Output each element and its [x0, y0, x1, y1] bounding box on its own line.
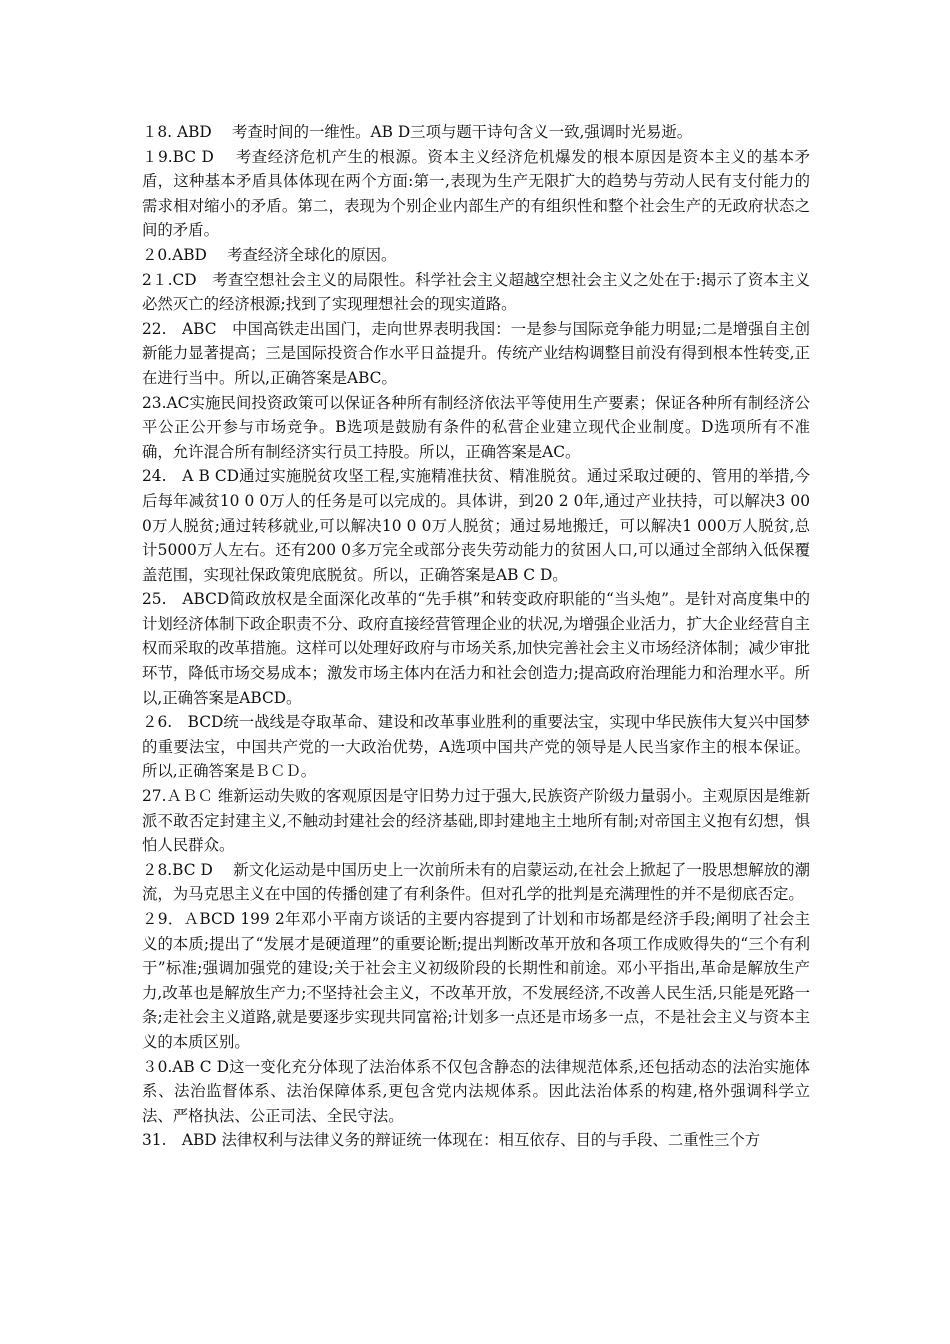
answer-31: 31. ABD 法律权利与法律义务的辩证统一体现在：相互依存、目的与手段、二重性三个方 — [142, 1131, 761, 1150]
answer-28: ２8.BC D 新文化运动是中国历史上一次前所未有的启蒙运动,在社会上掀起了一股思想解放的潮流，为马克思主义在中国的传播创建了有利条件。但对孔学的批判是充满理性的并不是彻底否定。 — [142, 860, 810, 904]
answer-18: １8. ABD 考查时间的一维性。AB D三项与题干诗句含义一致,强调时光易逝。 — [142, 123, 693, 141]
answer-21: 2１.CD 考查空想社会主义的局限性。科学社会主义超越空想社会主义之处在于:揭示了资本主义必然灭亡的经济根源;找到了实现理想社会的现实道路。 — [142, 270, 810, 314]
answer-26: ２6. BCD统一战线是夺取革命、建设和改革事业胜利的重要法宝，实现中华民族伟大复兴中国梦的重要法宝，中国共产党的一大政治优势，A选项中国共产党的领导是人民当家作主的根本保证。所以,正确答案是ＢＣＤ。 — [142, 713, 810, 781]
answer-23: 23.AC实施民间投资政策可以保证各种所有制经济依法平等使用生产要素；保证各种所有制经济公平公正公开参与市场竞争。B选项是鼓励有条件的私营企业建立现代企业制度。D选项所有不准确，允许混合所有制经济实行员工持股。所以，正确答案是AC。 — [142, 393, 810, 461]
answer-22: 22. ABC 中国高铁走出国门，走向世界表明我国：一是参与国际竞争能力明显;二是增强自主创新能力显著提高；三是国际投资合作水平日益提升。传统产业结构调整目前没有得到根本性转变,正在进行当中。所以,正确答案是ABC。 — [142, 319, 810, 387]
answer-25: 25. ABCD简政放权是全面深化改革的“先手棋”和转变政府职能的“当头炮”。是针对高度集中的计划经济体制下政企职责不分、政府直接经营管理企业的状况,为增强企业活力，扩大企业经营自主权而采取的改革措施。这样可以处理好政府与市场关系,加快完善社会主义市场经济体制；减少审批环节，降低市场交易成本；激发市场主体内在活力和社会创造力;提高政府治理能力和治理水平。所以,正确答案是ABCD。 — [142, 590, 810, 707]
answer-30: ３0.AB C D这一变化充分体现了法治体系不仅包含静态的法律规范体系,还包括动态的法治实施体系、法治监督体系、法治保障体系,更包含党内法规体系。因此法治体系的构建,格外强调科学立法、严格执法、公正司法、全民守法。 — [142, 1057, 810, 1125]
answer-27: 27.ＡＢＣ 维新运动失败的客观原因是守旧势力过于强大,民族资产阶级力量弱小。主观原因是维新派不敢否定封建主义,不触动封建社会的经济基础,即封建地主土地所有制;对帝国主义抱有幻想，惧怕人民群众。 — [142, 787, 810, 855]
answer-29: ２9．ＡBCD 199 2年邓小平南方谈话的主要内容提到了计划和市场都是经济手段;阐明了社会主义的本质;提出了“发展才是硬道理”的重要论断;提出判断改革开放和各项工作成败得失的“三个有利于”标准;强调加强党的建设;关于社会主义初级阶段的长期性和前途。邓小平指出,革命是解放生产力,改革也是解放生产力;不坚持社会主义，不改革开放，不发展经济,不改善人民生活,只能是死路一条;走社会主义道路,就是要逐步实现共同富裕;计划多一点还是市场多一点，不是社会主义与资本主义的本质区别。 — [142, 910, 810, 1051]
answer-24: 24. A B CD通过实施脱贫攻坚工程,实施精准扶贫、精准脱贫。通过采取过硬的、管用的举措,今后每年减贫10 0 0万人的任务是可以完成的。具体讲，到20 2 0年,通过产业扶持，可以解决3 000万人脱贫;通过转移就业,可以解决10 0 0万人脱贫；通过易地搬迁，可以解决1 000万人脱贫,总计5000万人左右。还有200 0多万完全或部分丧失劳动能力的贫困人口,可以通过全部纳入低保覆盖范围，实现社保政策兜底脱贫。所以，正确答案是AB C D。 — [142, 467, 810, 584]
document-page — [142, 120, 810, 1153]
answer-19: １9.BC D 考查经济危机产生的根源。资本主义经济危机爆发的根本原因是资本主义的基本矛盾，这种基本矛盾具体体现在两个方面:第一,表现为生产无限扩大的趋势与劳动人民有支付能力的需求相对缩小的矛盾。第二，表现为个别企业内部生产的有组织性和整个社会生产的无政府状态之间的矛盾。 — [142, 147, 810, 240]
answer-20: ２0.ABD 考查经济全球化的原因。 — [142, 245, 397, 264]
